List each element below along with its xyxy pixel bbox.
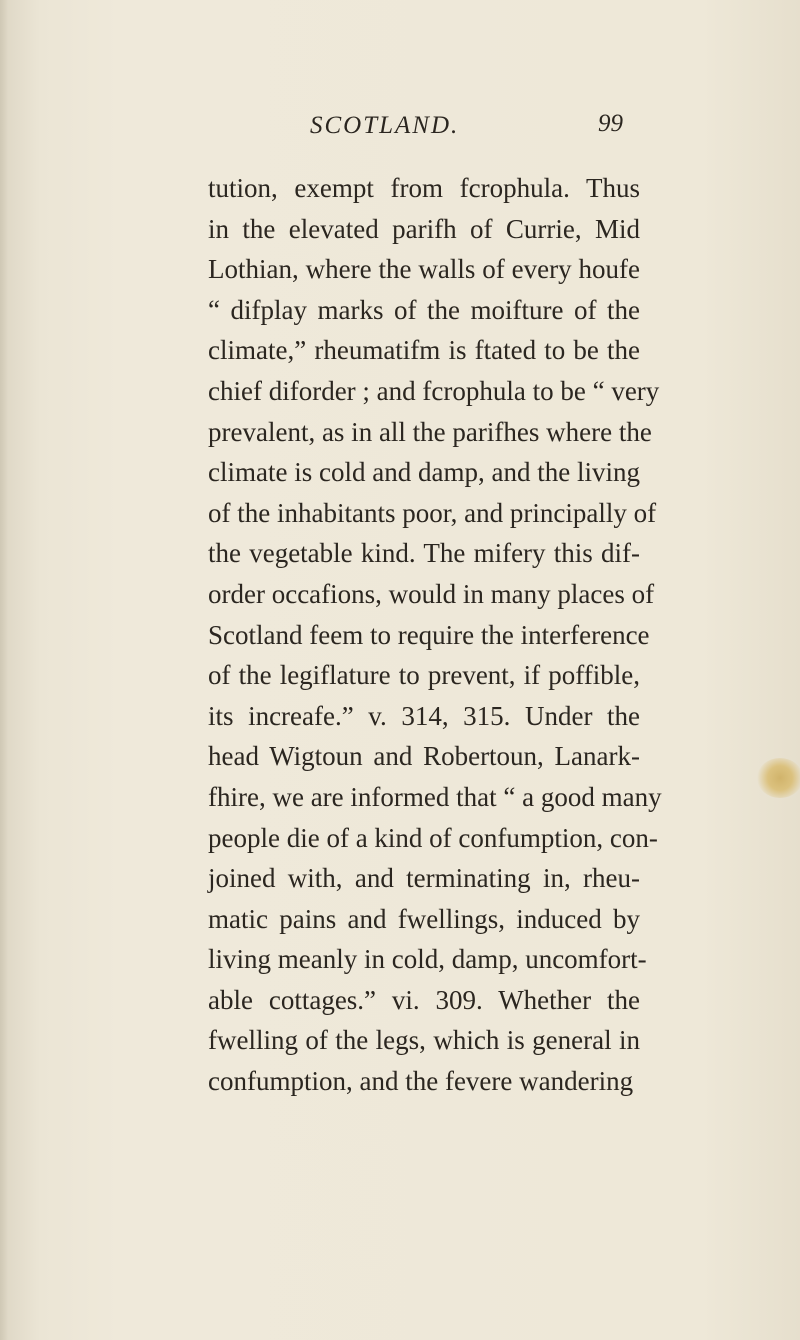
page-header <box>0 96 800 139</box>
running-head: SCOTLAND. <box>310 112 460 139</box>
text-line: its increafe.” v. 314, 315. Under the <box>208 700 640 731</box>
text-line: prevalent, as in all the parifhes where the <box>208 416 652 447</box>
page-stain <box>757 758 800 798</box>
text-line: Lothian, where the walls of every houfe <box>208 254 640 285</box>
text-line: of the legiflature to prevent, if poffible, <box>208 660 640 691</box>
text-line: chief diforder ; and fcrophula to be “ very <box>208 375 660 406</box>
page-number: 99 <box>598 110 623 137</box>
text-line: confumption, and the fevere wandering <box>208 1066 634 1097</box>
text-line: fhire, we are informed that “ a good many <box>208 781 662 812</box>
text-line: people die of a kind of confumption, con- <box>208 822 658 853</box>
text-line: “ difplay marks of the moifture of the <box>208 294 640 325</box>
page-gutter-shadow <box>0 0 8 1340</box>
text-line: tution, exempt from fcrophula. Thus <box>208 173 640 203</box>
text-line: the vegetable kind. The mifery this dif- <box>208 538 640 569</box>
text-line: joined with, and terminating in, rheu- <box>208 863 640 894</box>
text-line: climate is cold and damp, and the living <box>208 457 640 488</box>
text-line: Scotland feem to require the interference <box>208 619 650 650</box>
text-line: head Wigtoun and Robertoun, Lanark- <box>208 741 640 772</box>
text-line: living meanly in cold, damp, uncomfort- <box>208 944 647 975</box>
body-text <box>208 168 662 1102</box>
text-line: of the inhabitants poor, and principally of <box>208 497 657 528</box>
text-line: matic pains and fwellings, induced by <box>208 903 640 934</box>
text-line: in the elevated parifh of Currie, Mid <box>208 213 640 244</box>
text-line: climate,” rheumatifm is ftated to be the <box>208 335 640 366</box>
text-line: order occafions, would in many places of <box>208 578 655 609</box>
text-line: able cottages.” vi. 309. Whether the <box>208 984 640 1015</box>
text-line: fwelling of the legs, which is general in <box>208 1025 640 1056</box>
